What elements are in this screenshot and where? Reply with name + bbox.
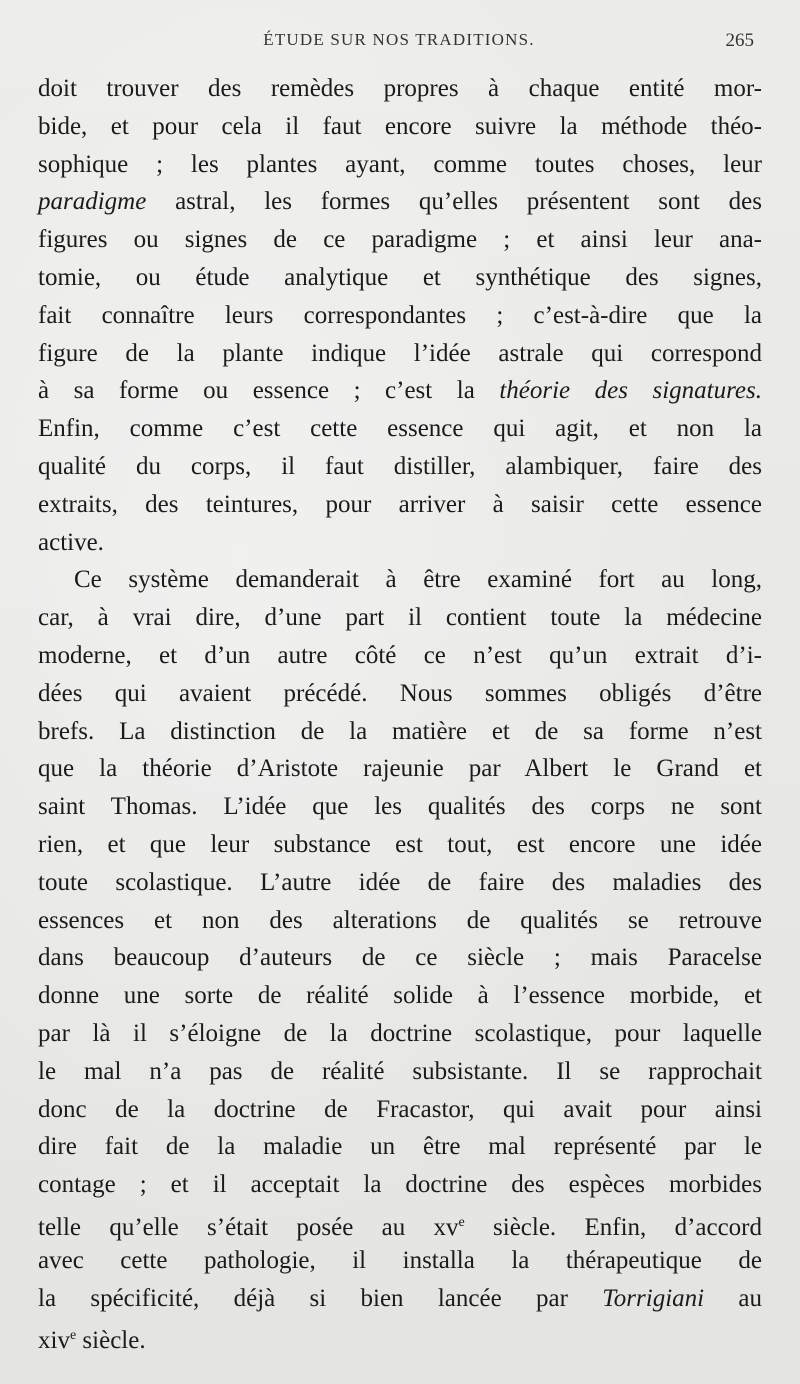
running-head — [40, 30, 758, 60]
text-segment: xiv — [38, 1327, 70, 1355]
text-line — [38, 1128, 762, 1166]
text-line — [38, 108, 762, 146]
text-segment: dans beaucoup d’auteurs de ce siècle ; mais Paracelse — [38, 944, 762, 972]
text-segment: active. — [38, 528, 104, 556]
text-line — [38, 1053, 762, 1091]
text-segment: bide, et pour cela il faut encore suivre la méthode théo- — [38, 112, 762, 140]
text-line — [38, 221, 762, 259]
running-head-title: ÉTUDE SUR NOS TRADITIONS. — [263, 30, 535, 49]
text-segment: le mal n’a pas de réalité subsistante. Il se rapprochait — [38, 1057, 762, 1085]
text-segment: moderne, et d’un autre côté ce n’est qu’un extrait d’i- — [38, 641, 762, 669]
text-line — [38, 524, 762, 562]
text-segment: qualité du corps, il faut distiller, alambiquer, faire des — [38, 452, 762, 480]
text-segment: car, à vrai dire, d’une part il contient toute la médecine — [38, 604, 762, 632]
text-line — [38, 1317, 762, 1355]
text-line — [38, 1204, 762, 1242]
text-segment: rien, et que leur substance est tout, est encore une idée — [38, 830, 762, 858]
italic-text: théorie des signatures. — [499, 377, 762, 405]
text-segment: astral, les formes qu’elles présentent sont des — [146, 188, 762, 216]
text-segment: saint Thomas. L’idée que les qualités des corps ne sont — [38, 793, 762, 821]
text-line — [38, 1280, 762, 1318]
text-segment: siècle. Enfin, d’accord — [464, 1213, 763, 1241]
text-line — [38, 183, 762, 221]
text-line — [38, 713, 762, 751]
superscript-text: e — [69, 1328, 77, 1344]
text-segment: dées qui avaient précédé. Nous sommes obligés d’être — [38, 679, 762, 707]
text-segment: figure de la plante indique l’idée astrale qui correspond — [38, 339, 762, 367]
text-segment: doit trouver des remèdes propres à chaque entité mor- — [38, 75, 762, 102]
text-segment: Enfin, comme c’est cette essence qui agit, et non la — [38, 415, 762, 443]
text-line — [38, 1015, 762, 1053]
text-segment: contage ; et il acceptait la doctrine des espèces morbides — [38, 1171, 762, 1199]
text-line — [38, 410, 762, 448]
text-line — [38, 561, 762, 599]
text-line — [38, 902, 762, 940]
text-segment: avec cette pathologie, il installa la thérapeutique de — [38, 1246, 762, 1274]
text-line — [38, 1242, 762, 1280]
text-segment: fait connaître leurs correspondantes ; c’est-à-dire que la — [38, 301, 762, 329]
text-line — [38, 1166, 762, 1204]
text-segment: à sa forme ou essence ; c’est la — [38, 377, 500, 405]
text-segment: que la théorie d’Aristote rajeunie par Albert le Grand et — [38, 755, 762, 783]
text-line — [38, 826, 762, 864]
text-line — [38, 486, 762, 524]
text-segment: dire fait de la maladie un être mal représenté par le — [38, 1133, 762, 1161]
text-line — [38, 599, 762, 637]
text-segment: donc de la doctrine de Fracastor, qui avait pour ainsi — [38, 1095, 762, 1123]
text-segment: tomie, ou étude analytique et synthétique des signes, — [38, 263, 762, 291]
text-segment: Ce système demanderait à être examiné fort au long, — [74, 566, 762, 594]
text-segment: figures ou signes de ce paradigme ; et ainsi leur ana- — [38, 226, 762, 254]
text-segment: brefs. La distinction de la matière et de sa forme n’est — [38, 717, 762, 745]
text-line — [38, 788, 762, 826]
text-line — [38, 864, 762, 902]
text-line — [38, 297, 762, 335]
text-segment: toute scolastique. L’autre idée de faire des maladies des — [38, 868, 762, 896]
text-segment: donne une sorte de réalité solide à l’essence morbide, et — [38, 982, 762, 1010]
body-text — [38, 70, 762, 1355]
text-line — [38, 448, 762, 486]
italic-text: Torrigiani — [602, 1284, 705, 1312]
text-line — [38, 1091, 762, 1129]
text-segment: extraits, des teintures, pour arriver à saisir cette essence — [38, 490, 762, 518]
text-line — [38, 335, 762, 373]
text-segment: au — [704, 1284, 762, 1312]
text-segment: essences et non des alterations de qualités se retrouve — [38, 906, 762, 934]
text-line — [38, 675, 762, 713]
text-line — [38, 750, 762, 788]
text-line — [38, 939, 762, 977]
text-line — [38, 637, 762, 675]
text-line — [38, 977, 762, 1015]
text-segment: la spécificité, déjà si bien lancée par — [38, 1284, 603, 1312]
text-line — [38, 259, 762, 297]
italic-text: paradigme — [38, 188, 147, 216]
text-segment: sophique ; les plantes ayant, comme toutes choses, leur — [38, 150, 762, 178]
page-number: 265 — [725, 30, 754, 51]
text-line — [38, 146, 762, 184]
text-segment: telle qu’elle s’était posée au xv — [38, 1213, 459, 1241]
text-line — [38, 372, 762, 410]
text-line — [38, 70, 762, 108]
text-segment: siècle. — [76, 1327, 146, 1355]
text-segment: par là il s’éloigne de la doctrine scolastique, pour laquelle — [38, 1019, 762, 1047]
superscript-text: e — [458, 1214, 465, 1230]
